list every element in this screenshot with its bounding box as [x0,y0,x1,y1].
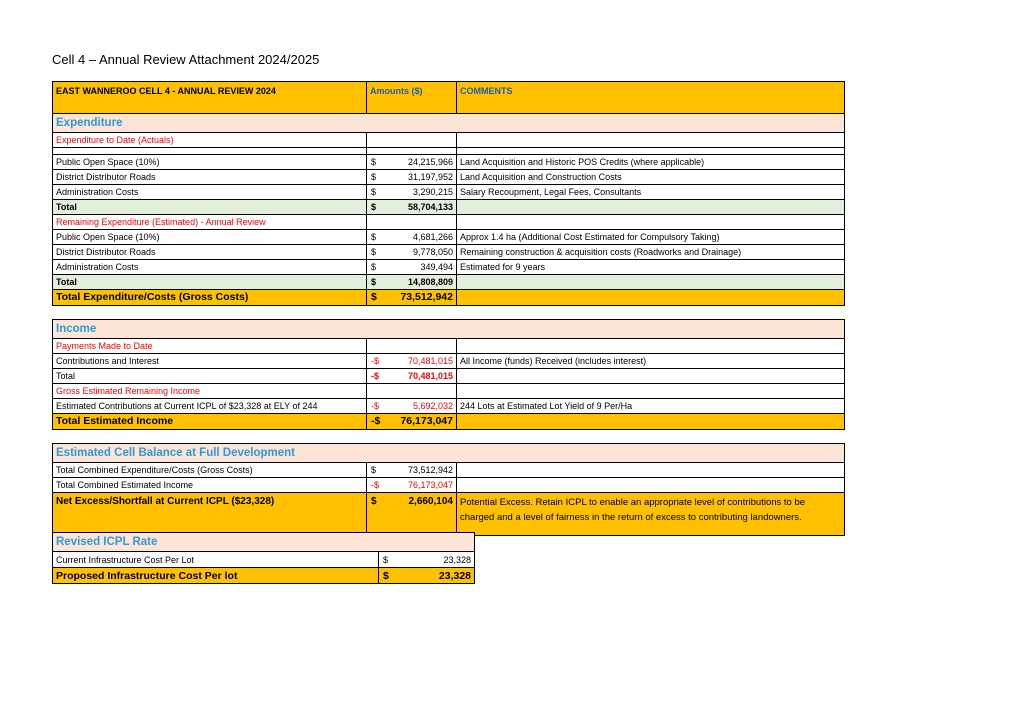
row-label: Administration Costs [53,185,367,200]
row-label: Total [53,275,367,290]
remaining-subheading-row [53,215,845,230]
total-income-row [53,414,845,430]
row-amount: $ 73,512,942 [367,290,457,306]
remaining-subheading: Remaining Expenditure (Estimated) - Annual Review [53,215,367,230]
row-comment: Estimated for 9 years [457,260,845,275]
row-label: Total Combined Expenditure/Costs (Gross Costs) [53,463,367,478]
payments-subheading-row [53,339,845,354]
row-amount: $ 24,215,966 [367,155,457,170]
row-label: Proposed Infrastructure Cost Per lot [53,568,379,584]
income-section-title: Income [53,320,845,339]
net-excess-row [53,493,845,536]
row-comment: Land Acquisition and Construction Costs [457,170,845,185]
row-label: Net Excess/Shortfall at Current ICPL ($23,328) [53,493,367,536]
actuals-subheading-row [53,133,845,148]
annual-review-table [52,81,845,536]
row-comment: All Income (funds) Received (includes interest) [457,354,845,369]
header-comments: COMMENTS [457,82,845,114]
remaining-total-row [53,275,845,290]
row-comment: Salary Recoupment, Legal Fees, Consultants [457,185,845,200]
header-amounts: Amounts ($) [367,82,457,114]
row-label: Administration Costs [53,260,367,275]
row-amount: -$ 76,173,047 [367,414,457,430]
row-amount: $ 4,681,266 [367,230,457,245]
row-amount: -$ 70,481,015 [367,369,457,384]
table-row [53,185,845,200]
icpl-section-title: Revised ICPL Rate [53,533,475,552]
row-amount: $ 73,512,942 [367,463,457,478]
row-amount: $ 9,778,050 [367,245,457,260]
revised-icpl-table [52,532,475,584]
row-label: Public Open Space (10%) [53,155,367,170]
page-title: Cell 4 – Annual Review Attachment 2024/2025 [52,52,320,67]
balance-section-row [53,444,845,463]
row-amount: $ 23,328 [379,568,475,584]
table-row [53,478,845,493]
row-label: Current Infrastructure Cost Per Lot [53,552,379,568]
table-row [53,399,845,414]
header-title: EAST WANNEROO CELL 4 - ANNUAL REVIEW 2024 [53,82,367,114]
row-comment: Land Acquisition and Historic POS Credits (where applicable) [457,155,845,170]
row-amount: $ 349,494 [367,260,457,275]
income-section-row [53,320,845,339]
table-row [53,260,845,275]
row-label: Total Expenditure/Costs (Gross Costs) [53,290,367,306]
table-header-row [53,82,845,114]
row-amount: $ 2,660,104 [367,493,457,536]
row-comment: Approx 1.4 ha (Additional Cost Estimated for Compulsory Taking) [457,230,845,245]
remaining-income-subheading-row [53,384,845,399]
balance-section-title: Estimated Cell Balance at Full Development [53,444,845,463]
gross-costs-row [53,290,845,306]
row-label: Total Estimated Income [53,414,367,430]
icpl-section-row [53,533,475,552]
table-row [53,170,845,185]
table-row [53,245,845,260]
expenditure-section-row [53,114,845,133]
row-comment: Remaining construction & acquisition costs (Roadworks and Drainage) [457,245,845,260]
row-amount: -$ 76,173,047 [367,478,457,493]
row-label: Total Combined Estimated Income [53,478,367,493]
row-label: Total [53,369,367,384]
row-amount: -$ 70,481,015 [367,354,457,369]
row-label: Total [53,200,367,215]
row-label: District Distributor Roads [53,245,367,260]
table-row [53,552,475,568]
expenditure-section-title: Expenditure [53,114,845,133]
row-label: Contributions and Interest [53,354,367,369]
row-label: District Distributor Roads [53,170,367,185]
row-amount: $ 3,290,215 [367,185,457,200]
remaining-income-subheading: Gross Estimated Remaining Income [53,384,367,399]
row-amount: $ 14,808,809 [367,275,457,290]
proposed-icpl-row [53,568,475,584]
actuals-total-row [53,200,845,215]
row-label: Public Open Space (10%) [53,230,367,245]
row-label: Estimated Contributions at Current ICPL of $23,328 at ELY of 244 [53,399,367,414]
table-row [53,230,845,245]
table-row [53,369,845,384]
row-comment: 244 Lots at Estimated Lot Yield of 9 Per/Ha [457,399,845,414]
table-row [53,155,845,170]
row-amount: $ 31,197,952 [367,170,457,185]
row-amount: $ 58,704,133 [367,200,457,215]
row-amount: $ 23,328 [379,552,475,568]
actuals-subheading: Expenditure to Date (Actuals) [53,133,367,148]
row-comment: Potential Excess. Retain ICPL to enable an appropriate level of contributions to be charged and a level of fairness in the return of excess to contributing landowners. [457,493,845,536]
payments-subheading: Payments Made to Date [53,339,367,354]
table-row [53,354,845,369]
row-amount: -$ 5,692,032 [367,399,457,414]
table-row [53,463,845,478]
